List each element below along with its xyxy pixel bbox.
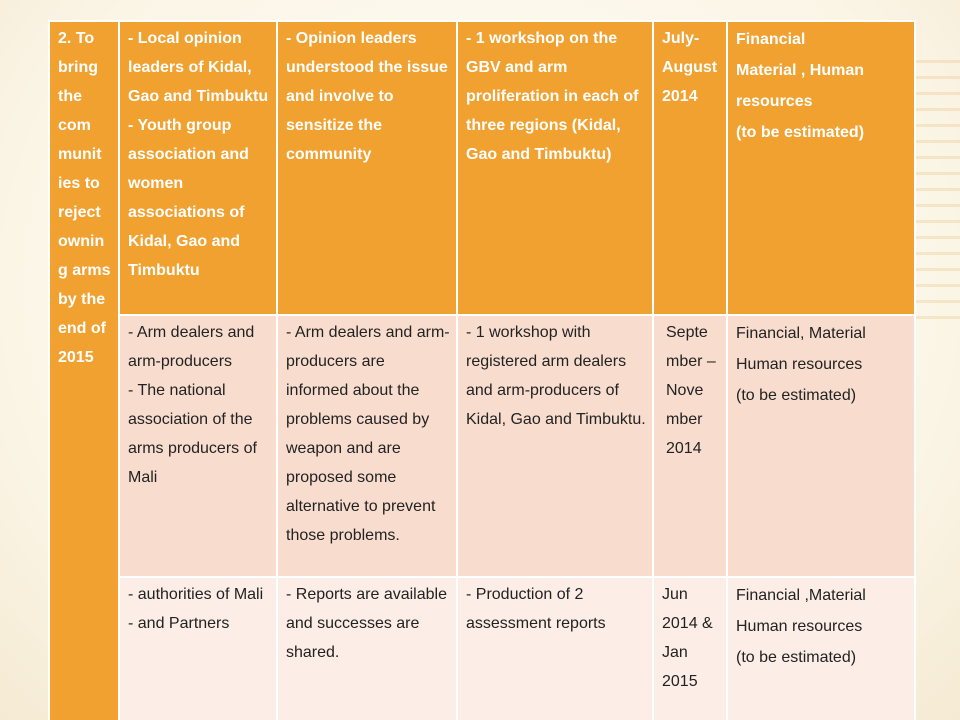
resources-line: Material , Human resources	[736, 62, 865, 110]
activity-cell: - 1 workshop with registered arm dealers and arm-producers of Kidal, Gao and Timbuktu.	[457, 315, 653, 577]
target-line: - authorities of Mali	[128, 586, 264, 603]
result-cell: - Opinion leaders understood the issue and involve to sensitize the community	[277, 21, 457, 315]
target-line: - Arm dealers and arm-producers	[128, 324, 255, 370]
period-cell: Jun 2014 & Jan 2015	[653, 577, 727, 720]
target-line: - and Partners	[128, 615, 230, 632]
resources-line: (to be estimated)	[736, 649, 857, 666]
target-line: - Youth group association and women associations of Kidal, Gao and Timbuktu	[128, 117, 249, 279]
target-cell	[119, 577, 277, 720]
table-row	[49, 577, 915, 720]
resources-line: Human resources	[736, 618, 863, 635]
resources-line: (to be estimated)	[736, 387, 857, 404]
resources-line: Human resources	[736, 356, 863, 373]
target-line: - Local opinion leaders of Kidal, Gao and Timbuktu	[128, 30, 269, 105]
resources-line: Financial ,Material	[736, 587, 866, 604]
result-cell: - Arm dealers and arm-producers are informed about the problems caused by weapon and are proposed some alternative to prevent those problems.	[277, 315, 457, 577]
target-cell	[119, 21, 277, 315]
result-cell: - Reports are available and successes are shared.	[277, 577, 457, 720]
action-plan-table	[48, 20, 916, 720]
resources-line: Financial, Material	[736, 325, 866, 342]
resources-cell	[727, 315, 915, 577]
period-cell: July-August 2014	[653, 21, 727, 315]
activity-cell: - 1 workshop on the GBV and arm proliferation in each of three regions (Kidal, Gao and Timbuktu)	[457, 21, 653, 315]
target-cell	[119, 315, 277, 577]
period-cell: Septe mber – Nove mber 2014	[653, 315, 727, 577]
table-row	[49, 21, 915, 315]
table-row	[49, 315, 915, 577]
resources-line: Financial	[736, 31, 806, 48]
target-line: - The national association of the arms producers of Mali	[128, 382, 257, 486]
objective-cell: 2. To bring the com munit ies to reject ownin g arms by the end of 2015	[49, 21, 119, 720]
resources-cell	[727, 577, 915, 720]
activity-cell: - Production of 2 assessment reports	[457, 577, 653, 720]
resources-cell	[727, 21, 915, 315]
resources-line: (to be estimated)	[736, 124, 865, 141]
